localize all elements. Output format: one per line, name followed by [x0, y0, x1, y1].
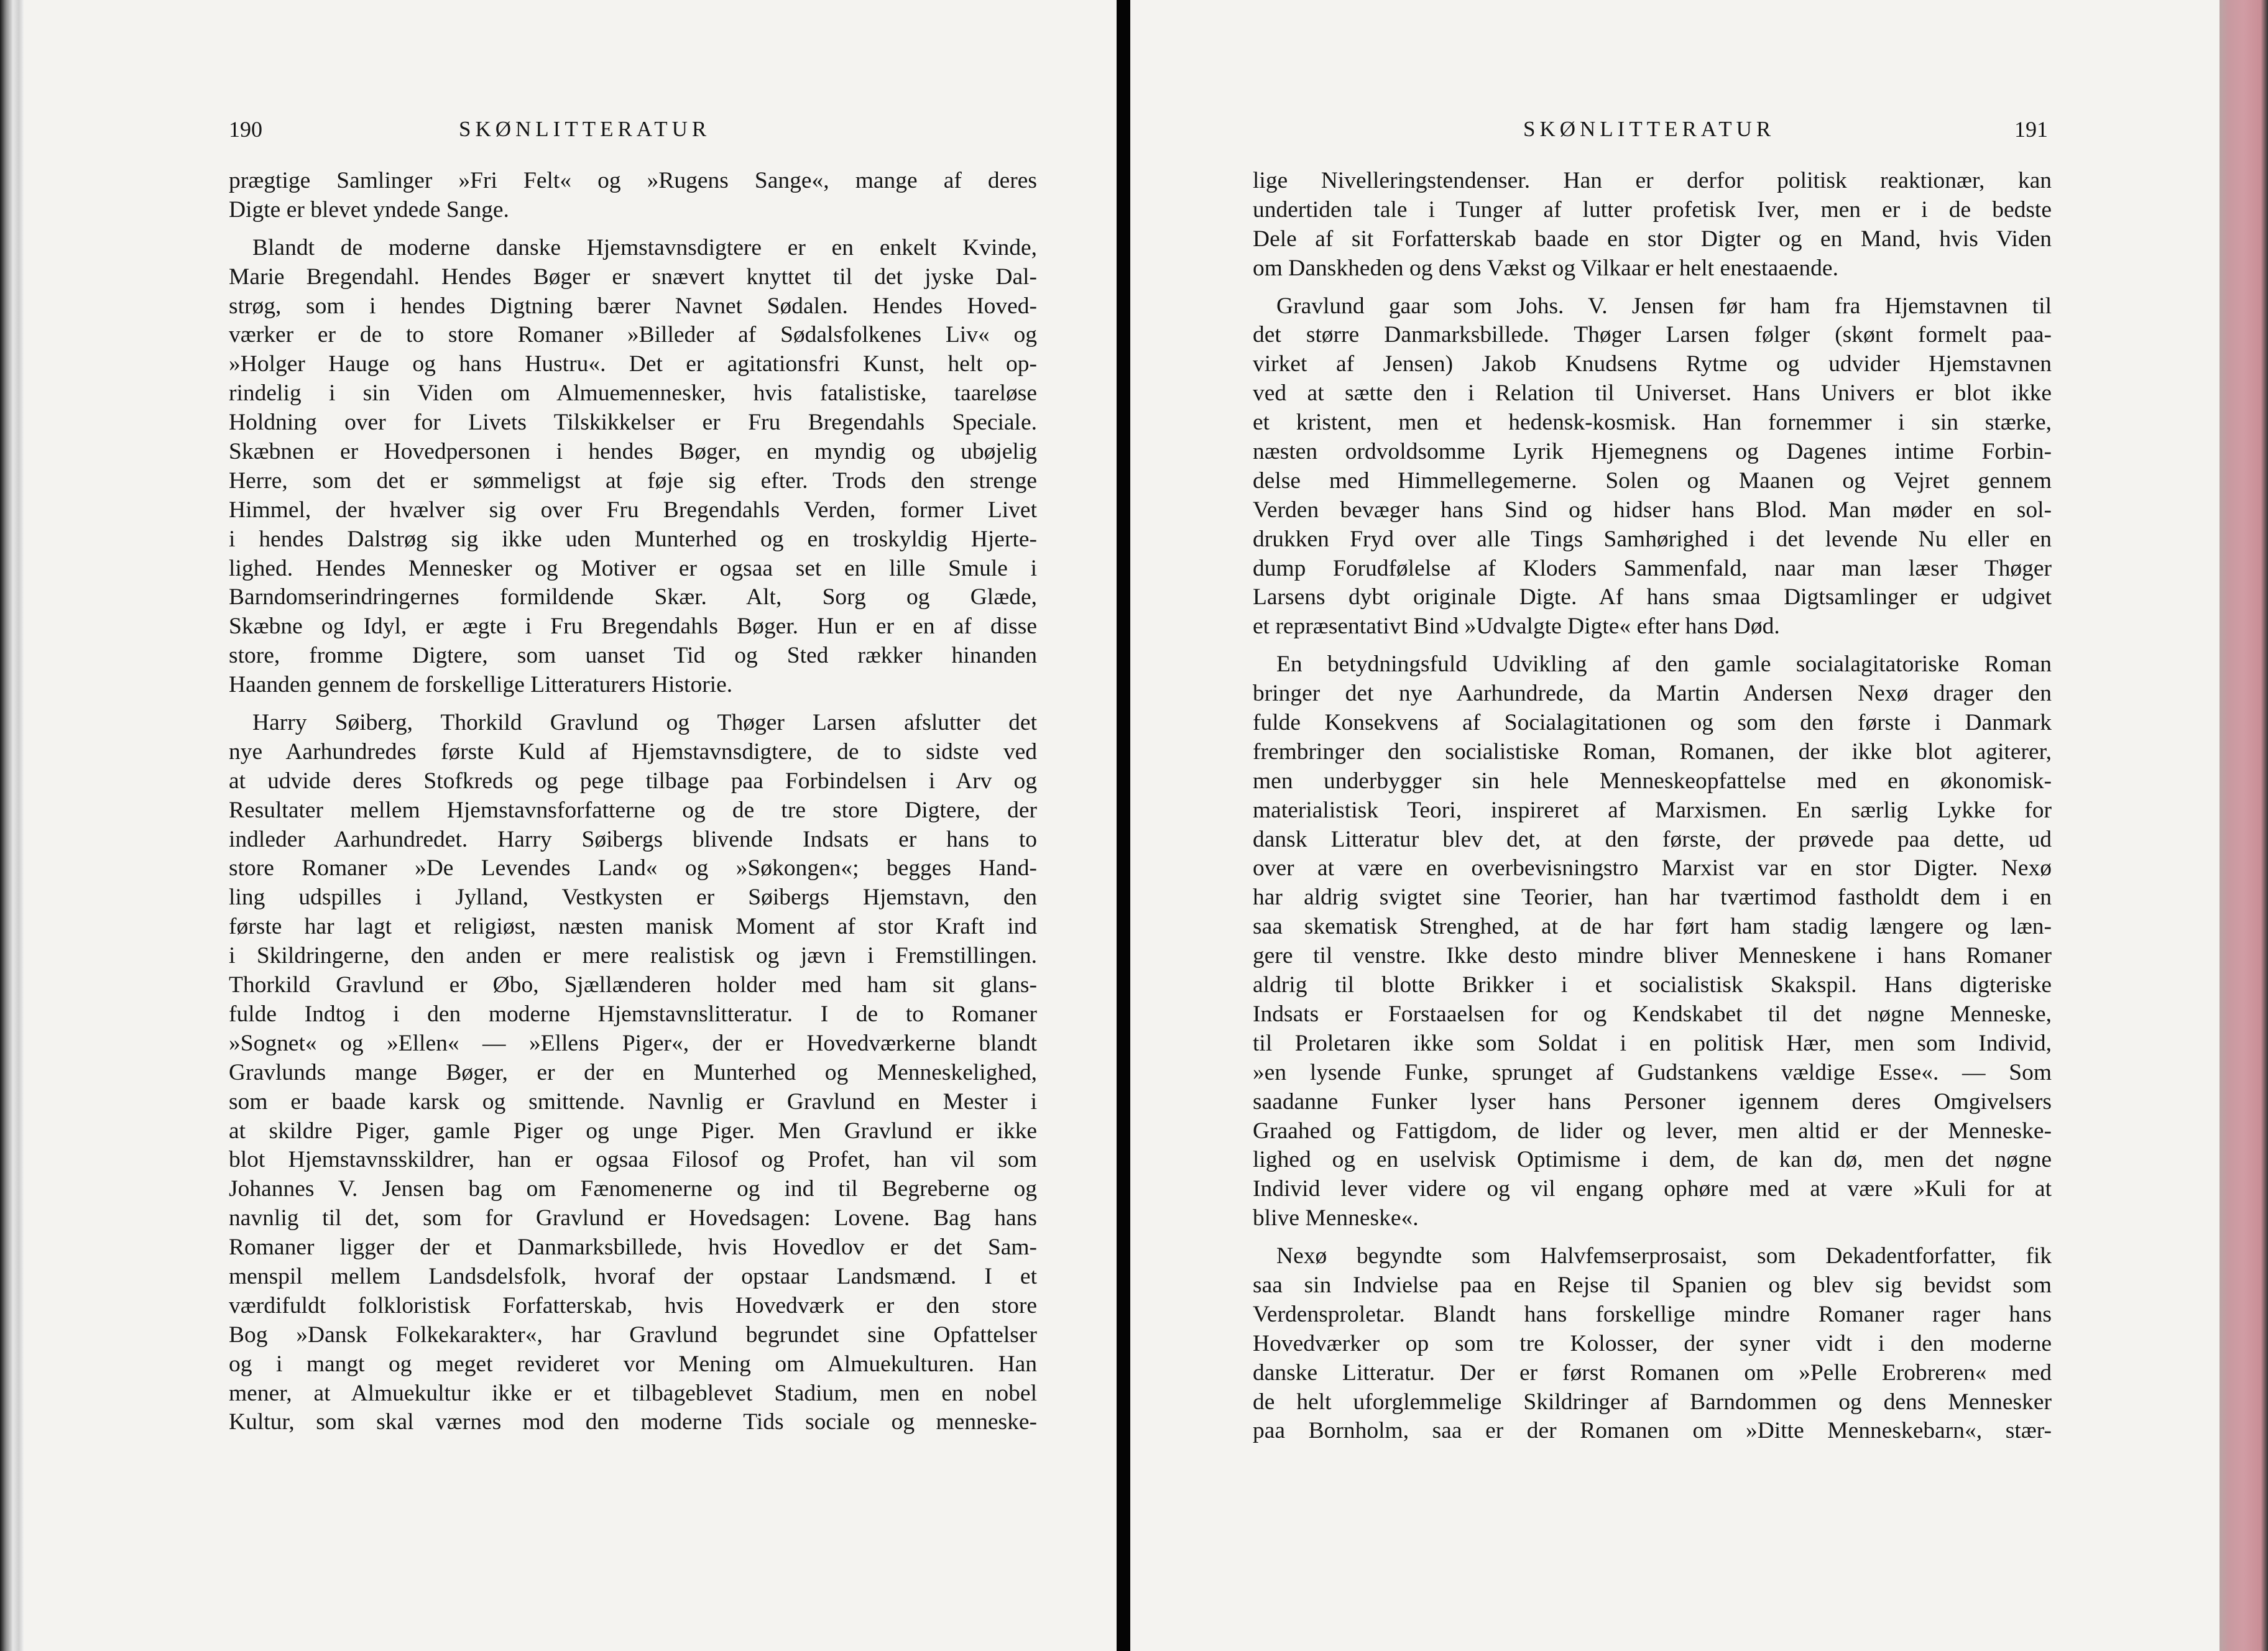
text-line: saa skematisk Strenghed, at de har ført ham stadig længere og læn- [1253, 914, 2052, 940]
text-line: prægtige Samlinger »Fri Felt« og »Rugens Sange«, mange af deres [229, 168, 1037, 193]
text-line: Thorkild Gravlund er Øbo, Sjællænderen holder med ham sit glans- [229, 972, 1037, 998]
text-line: Nexø begyndte som Halvfemserprosaist, som Dekadentforfatter, fik [1276, 1243, 2052, 1269]
text-line: indleder Aarhundredet. Harry Søibergs blivende Indsats er hans to [229, 826, 1037, 852]
paragraph-gap [1253, 283, 2052, 292]
text-line: materialistisk Teori, inspireret af Marxismen. En særlig Lykke for [1253, 797, 2052, 823]
text-line: drukken Fryd over alle Tings Samhørighed i det levende Nu eller en [1253, 526, 2052, 552]
left-page [24, 0, 1117, 1651]
right-page [1130, 0, 2220, 1651]
running-head: SKØNLITTERATUR [1523, 117, 1776, 141]
text-line: saa sin Indvielse paa en Rejse til Spanien og blev sig bevidst som [1253, 1272, 2052, 1298]
text-line: men underbygger sin hele Menneskeopfattelse med en økonomisk- [1253, 768, 2052, 794]
text-line: fulde Indtog i den moderne Hjemstavnslitteratur. I de to Romaner [229, 1001, 1037, 1027]
text-line: store Romaner »De Levendes Land« og »Søkongen«; begges Hand- [229, 855, 1037, 881]
text-line: delse med Himmellegemerne. Solen og Maanen og Vejret gennem [1253, 467, 2052, 494]
text-line: som er baade karsk og smittende. Navnlig er Gravlund en Mester i [229, 1088, 1037, 1115]
running-head: SKØNLITTERATUR [459, 117, 711, 141]
text-line: til Proletaren ikke som Soldat i en politisk Hær, men som Individ, [1253, 1030, 2052, 1056]
text-line: aldrig til blotte Brikker i et socialistisk Skakspil. Hans digteriske [1253, 972, 2052, 998]
text-line: Indsats er Forstaaelsen for og Kendskabet til det nøgne Menneske, [1253, 1001, 2052, 1027]
text-line: »Holger Hauge og hans Hustru«. Det er agitationsfri Kunst, helt op- [229, 351, 1037, 377]
text-line: menspil mellem Landsdelsfolk, hvoraf der opstaar Landsmænd. I et [229, 1263, 1037, 1289]
text-line: store, fromme Digtere, som uanset Tid og Sted rækker hinanden [229, 643, 1037, 669]
text-line: i Skildringerne, den anden er mere realistisk og jævn i Fremstillingen. [229, 943, 1037, 969]
text-line: Graahed og Fattigdom, de lider og lever, men altid er der Menneske- [1253, 1118, 2052, 1144]
text-line: fulde Konsekvens af Socialagitationen og som den første i Danmark [1253, 710, 2052, 736]
text-line: lighed. Hendes Mennesker og Motiver er ogsaa set en lille Smule i [229, 555, 1037, 581]
text-line: over at være en overbevisningstro Marxist var en stor Digter. Nexø [1253, 855, 2052, 881]
text-line: Blandt de moderne danske Hjemstavnsdigtere er en enkelt Kvinde, [252, 234, 1037, 260]
text-line: nye Aarhundredes første Kuld af Hjemstavnsdigtere, de to sidste ved [229, 738, 1037, 765]
left-page-header [24, 111, 1117, 148]
text-line: Kultur, som skal værnes mod den moderne Tids sociale og menneske- [229, 1409, 1037, 1435]
text-line: »en lysende Funke, sprunget af Gudstankens vældige Esse«. — Som [1253, 1059, 2052, 1085]
text-line: Skæbnen er Hovedpersonen i hendes Bøger, en myndig og ubøjelig [229, 439, 1037, 465]
text-line: virket af Jensen) Jakob Knudsens Rytme og udvider Hjemstavnen [1253, 351, 2052, 377]
text-line: Gravlunds mange Bøger, er der en Munterhed og Menneskelighed, [229, 1059, 1037, 1085]
text-line: værdifuldt folkloristisk Forfatterskab, hvis Hovedværk er den store [229, 1292, 1037, 1318]
text-line: dansk Litteratur blev det, at den første, der prøvede paa dette, ud [1253, 826, 2052, 852]
text-line: »Sognet« og »Ellen« — »Ellens Piger«, der er Hovedværkerne blandt [229, 1030, 1037, 1056]
paragraph-gap [1253, 1233, 2052, 1242]
text-line: lighed og en uselvisk Optimisme i dem, de kan dø, men det nøgne [1253, 1147, 2052, 1173]
text-line: Johannes V. Jensen bag om Fænomenerne og ind til Begreberne og [229, 1176, 1037, 1202]
text-line: bringer det nye Aarhundrede, da Martin Andersen Nexø drager den [1253, 681, 2052, 707]
text-line: næsten ordvoldsomme Lyrik Hjemegnens og Dagenes intime Forbin- [1253, 439, 2052, 465]
page-number: 190 [229, 117, 262, 142]
text-line: rindelig i sin Viden om Almuemennesker, hvis fatalistiske, taareløse [229, 380, 1037, 407]
text-line: saadanne Funker lyser hans Personer igennem deres Omgivelsers [1253, 1088, 2052, 1115]
text-line: Digte er blevet yndede Sange. [229, 196, 509, 223]
text-line: første har lagt et religiøst, næsten manisk Moment af stor Kraft ind [229, 914, 1037, 940]
text-line: strøg, som i hendes Digtning bærer Navnet Sødalen. Hendes Hoved- [229, 293, 1037, 319]
right-page-header [1130, 111, 2220, 148]
text-line: har aldrig svigtet sine Teorier, han har tværtimod fastholdt dem i en [1253, 885, 2052, 911]
text-line: Haanden gennem de forskellige Litteraturers Historie. [229, 672, 733, 698]
text-line: og i mangt og meget revideret vor Mening om Almuekulturen. Han [229, 1351, 1037, 1377]
text-line: Larsens dybt originale Digte. Af hans smaa Digtsamlinger er udgivet [1253, 584, 2052, 610]
text-line: ling udspilles i Jylland, Vestkysten er Søibergs Hjemstavn, den [229, 885, 1037, 911]
text-line: Herre, som det er sømmeligst at føje sig efter. Trods den strenge [229, 467, 1037, 494]
text-line: undertiden tale i Tunger af lutter profetisk Iver, men er i de bedste [1253, 196, 2052, 223]
book-edge-left [0, 0, 24, 1651]
right-page-body [1253, 167, 2052, 1446]
text-line: Himmel, der hvælver sig over Fru Bregendahls Verden, former Livet [229, 497, 1037, 523]
text-line: Marie Bregendahl. Hendes Bøger er snævert knyttet til det jyske Dal- [229, 264, 1037, 290]
text-line: navnlig til det, som for Gravlund er Hovedsagen: Lovene. Bag hans [229, 1205, 1037, 1231]
text-line: ved at sætte den i Relation til Universet. Hans Univers er blot ikke [1253, 380, 2052, 407]
text-line: Holdning over for Livets Tilskikkelser er Fru Bregendahls Speciale. [229, 410, 1037, 436]
text-line: det større Danmarksbillede. Thøger Larsen følger (skønt formelt paa- [1253, 322, 2052, 348]
text-line: Bog »Dansk Folkekarakter«, har Gravlund begrundet sine Opfattelser [229, 1322, 1037, 1348]
text-line: Resultater mellem Hjemstavnsforfatterne og de tre store Digtere, der [229, 797, 1037, 823]
text-line: Verdensproletar. Blandt hans forskellige mindre Romaner rager hans [1253, 1301, 2052, 1327]
text-line: de helt uforglemmelige Skildringer af Barndommen og dens Mennesker [1253, 1389, 2052, 1415]
text-line: at skildre Piger, gamle Piger og unge Piger. Men Gravlund er ikke [229, 1118, 1037, 1144]
text-line: i hendes Dalstrøg sig ikke uden Munterhed og en troskyldig Hjerte- [229, 526, 1037, 552]
text-line: Individ lever videre og vil engang ophøre med at være »Kuli for at [1253, 1176, 2052, 1202]
text-line: at udvide deres Stofkreds og pege tilbage paa Forbindelsen i Arv og [229, 768, 1037, 794]
text-line: Barndomserindringernes formildende Skær. Alt, Sorg og Glæde, [229, 584, 1037, 610]
text-line: Harry Søiberg, Thorkild Gravlund og Thøger Larsen afslutter det [252, 710, 1037, 736]
left-page-body [229, 167, 1037, 1437]
text-line: frembringer den socialistiske Roman, Romanen, der ikke blot agiterer, [1253, 738, 2052, 765]
text-line: blive Menneske«. [1253, 1205, 1419, 1231]
text-line: danske Litteratur. Der er først Romanen om »Pelle Erobreren« med [1253, 1359, 2052, 1386]
text-line: gere til venstre. Ikke desto mindre bliver Menneskene i hans Romaner [1253, 943, 2052, 969]
text-line: dump Forudfølelse af Kloders Sammenfald, naar man læser Thøger [1253, 555, 2052, 581]
text-line: Skæbne og Idyl, er ægte i Fru Bregendahls Bøger. Hun er en af disse [229, 614, 1037, 640]
page-number: 191 [2014, 117, 2048, 142]
text-line: et kristent, men et hedensk-kosmisk. Han fornemmer i sin stærke, [1253, 410, 2052, 436]
paragraph-gap [229, 225, 1037, 234]
text-line: Hovedværker op som tre Kolosser, der syner vidt i den moderne [1253, 1330, 2052, 1356]
text-line: Romaner ligger der et Danmarksbillede, hvis Hovedlov er det Sam- [229, 1235, 1037, 1261]
paragraph-gap [229, 700, 1037, 709]
text-line: blot Hjemstavnsskildrer, han er ogsaa Filosof og Profet, han vil som [229, 1147, 1037, 1173]
text-line: lige Nivelleringstendenser. Han er derfor politisk reaktionær, kan [1253, 168, 2052, 193]
text-line: Gravlund gaar som Johs. V. Jensen før ham fra Hjemstavnen til [1276, 293, 2052, 319]
paragraph-gap [1253, 642, 2052, 650]
text-line: mener, at Almuekultur ikke er et tilbageblevet Stadium, men en nobel [229, 1380, 1037, 1406]
text-line: En betydningsfuld Udvikling af den gamle socialagitatoriske Roman [1276, 651, 2052, 678]
text-line: om Danskheden og dens Vækst og Vilkaar er helt enestaaende. [1253, 255, 1838, 281]
text-line: et repræsentativt Bind »Udvalgte Digte« efter hans Død. [1253, 614, 1780, 640]
text-line: værker er de to store Romaner »Billeder af Sødalsfolkenes Liv« og [229, 322, 1037, 348]
book-gutter [1117, 0, 1130, 1651]
text-line: Verden bevæger hans Sind og hidser hans Blod. Man møder en sol- [1253, 497, 2052, 523]
book-edge-right [2220, 0, 2268, 1651]
text-line: paa Bornholm, saa er der Romanen om »Ditte Menneskebarn«, stær- [1253, 1418, 2052, 1444]
text-line: Dele af sit Forfatterskab baade en stor Digter og en Mand, hvis Viden [1253, 226, 2052, 252]
